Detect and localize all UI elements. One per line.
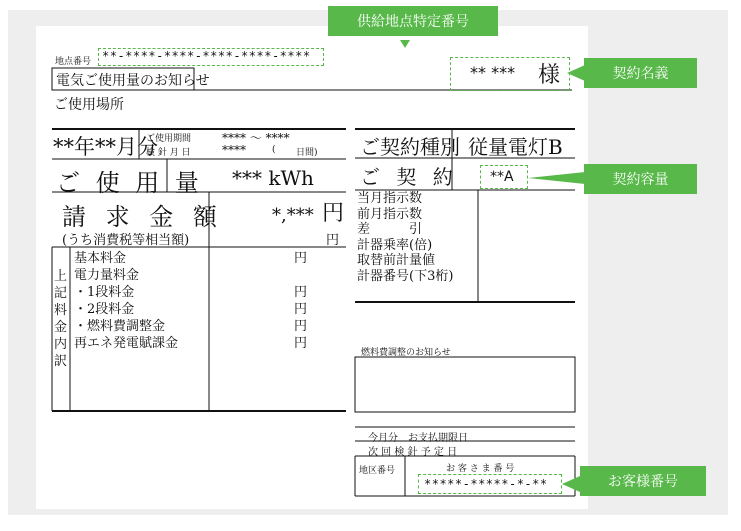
meter-row: 当月指示数 — [357, 191, 423, 206]
contract-type-value: 従量電灯B — [468, 135, 563, 159]
contract-capacity-value: **A — [490, 169, 514, 185]
breakdown-yen: 円 — [294, 319, 308, 334]
usage-label: ご 使 用 量 — [56, 169, 203, 197]
customer-number-label: お 客 さ ま 番 号 — [446, 464, 515, 474]
reading-date-label: 検 針 月 日 — [146, 148, 191, 158]
contract-capacity-label: ご 契 約 — [360, 165, 458, 189]
meter-row: 計器番号(下3桁) — [357, 268, 454, 284]
breakdown-yen: 円 — [294, 336, 308, 351]
area-code-label: 地点番号 — [55, 57, 92, 67]
breakdown-char: 金 — [54, 320, 68, 335]
area-code-value: **-****-****-****-****-**** — [102, 49, 311, 63]
breakdown-vertical-label — [54, 268, 68, 370]
payment-due-label: 今月分 お支払期限日 — [368, 433, 468, 444]
breakdown-yen: 円 — [294, 302, 308, 317]
usage-value: *** kWh — [232, 166, 314, 190]
district-number-label: 地区番号 — [359, 466, 396, 476]
callout-contract-name: 契約名義 — [584, 58, 697, 88]
callout-contract-capacity: 契約容量 — [584, 164, 697, 194]
callout-customer-number: お客様番号 — [580, 466, 706, 496]
notice-title: 電気ご使用量のお知らせ — [56, 73, 210, 89]
breakdown-char: 記 — [54, 286, 68, 301]
tax-yen: 円 — [326, 233, 340, 248]
breakdown-item: 再エネ発電賦課金 — [74, 336, 179, 351]
days-label: 日間) — [296, 148, 318, 158]
days-open: ( — [272, 145, 276, 155]
breakdown-char: 訳 — [54, 354, 68, 369]
breakdown-item: ・燃料費調整金 — [74, 319, 166, 334]
breakdown-item: 電力量料金 — [74, 268, 140, 283]
meter-rows — [357, 191, 453, 284]
breakdown-char: 内 — [54, 337, 68, 352]
fuel-notice-label: 燃料費調整のお知らせ — [361, 348, 451, 358]
meter-row: 取替前計量値 — [357, 253, 436, 268]
usage-period-label: ご使用期間 — [146, 134, 192, 144]
meter-row: 差 引 — [357, 222, 423, 237]
contract-name-value: ** *** — [470, 63, 516, 82]
meter-row: 前月指示数 — [357, 206, 423, 222]
breakdown-yen — [294, 267, 307, 284]
breakdown-char: 料 — [54, 303, 68, 318]
billing-amount: *,*** — [272, 205, 314, 226]
next-reading-label: 次 回 検 針 予 定 日 — [368, 447, 458, 458]
contract-type-label: ご契約種別 — [360, 135, 460, 159]
reading-date-value: **** — [222, 143, 246, 157]
usage-place-label: ご使用場所 — [54, 97, 124, 113]
tax-label: (うち消費税等相当額) — [62, 233, 190, 248]
breakdown-yen: 円 — [294, 251, 308, 266]
meter-row: 計器乗率(倍) — [357, 237, 433, 253]
billing-yen: 円 — [322, 201, 345, 226]
honorific: 様 — [538, 63, 561, 88]
breakdown-item: 基本料金 — [74, 251, 127, 266]
breakdown-yen: 円 — [294, 285, 308, 300]
billing-month: **年**月分 — [53, 135, 158, 159]
breakdown-yens — [294, 250, 307, 352]
usage-period-value: **** ～ **** — [222, 131, 290, 145]
customer-number-value: *****-*****-*-** — [424, 477, 548, 491]
callout-supply-point: 供給地点特定番号 — [328, 6, 498, 36]
billing-label: 請 求 金 額 — [62, 203, 223, 231]
breakdown-char: 上 — [54, 269, 68, 284]
breakdown-items — [74, 250, 178, 352]
breakdown-item: ・1段料金 — [74, 285, 135, 300]
breakdown-item: ・2段料金 — [74, 302, 135, 317]
